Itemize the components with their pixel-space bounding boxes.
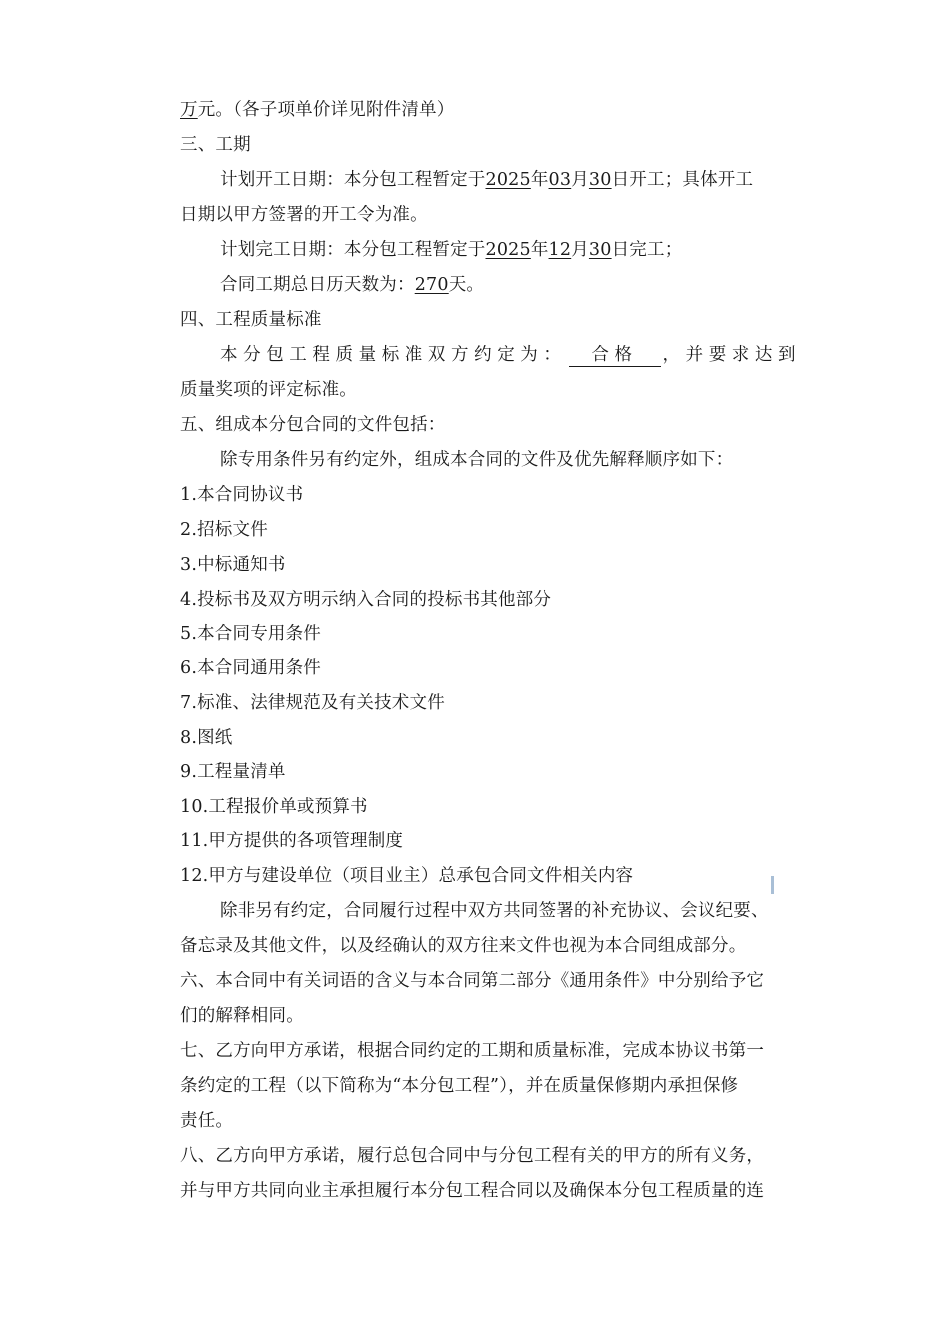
start-date-suffix: 日开工；具体开工 (611, 170, 754, 190)
section-5-heading: 五、组成本分包合同的文件包括： (180, 415, 446, 435)
month-label: 月 (571, 240, 589, 260)
list-item: 7.标准、法律规范及有关技术文件 (180, 693, 445, 713)
month-label: 月 (571, 170, 589, 190)
start-date-line (220, 163, 816, 197)
end-date-label: 计划完工日期：本分包工程暂定于 (220, 240, 486, 260)
supplementary-docs-line-1: 除非另有约定，合同履行过程中双方共同签署的补充协议、会议纪要、 (220, 901, 769, 921)
quality-continuation: 质量奖项的评定标准。 (180, 380, 357, 400)
list-item: 4.投标书及双方明示纳入合同的投标书其他部分 (180, 590, 552, 610)
section-7-line-2: 条约定的工程（以下简称为“本分包工程”），并在质量保修期内承担保修 (180, 1076, 739, 1096)
end-date-line (220, 233, 816, 267)
list-item: 5.本合同专用条件 (180, 624, 321, 644)
price-note-line (180, 93, 816, 127)
duration-unit: 天。 (448, 275, 485, 295)
start-date-continuation: 日期以甲方签署的开工令为准。 (180, 205, 428, 225)
text-cursor (771, 876, 774, 894)
duration-label: 合同工期总日历天数为： (220, 275, 415, 295)
supplementary-docs-line-2: 备忘录及其他文件，以及经确认的双方往来文件也视为本合同组成部分。 (180, 936, 747, 956)
documents-order-intro: 除专用条件另有约定外，组成本合同的文件及优先解释顺序如下： (220, 450, 734, 470)
quality-label: 本分包工程质量标准双方约定为： (220, 345, 567, 365)
end-year: 2025 (485, 240, 531, 260)
section-7-line-1: 七、乙方向甲方承诺，根据合同约定的工期和质量标准，完成本协议书第一 (180, 1041, 765, 1061)
price-note-text: 元。（各子项单价详见附件清单） (197, 100, 455, 120)
end-month: 12 (548, 240, 572, 260)
end-day: 30 (588, 240, 612, 260)
section-8-line-2: 并与甲方共同向业主承担履行本分包工程合同以及确保本分包工程质量的连 (180, 1181, 765, 1201)
section-4-heading: 四、工程质量标准 (180, 310, 322, 330)
year-label: 年 (530, 240, 549, 260)
duration-line (220, 268, 816, 302)
start-month: 03 (548, 170, 572, 190)
section-6-line-2: 们的解释相同。 (180, 1006, 304, 1026)
section-7-line-3: 责任。 (180, 1111, 234, 1131)
list-item: 1.本合同协议书 (180, 485, 304, 505)
section-3-heading: 三、工期 (180, 135, 251, 155)
start-day: 30 (588, 170, 612, 190)
section-8-line-1: 八、乙方向甲方承诺，履行总包合同中与分包工程有关的甲方的所有义务， (180, 1146, 765, 1166)
list-item: 3.中标通知书 (180, 555, 286, 575)
start-year: 2025 (485, 170, 531, 190)
start-date-label: 计划开工日期：本分包工程暂定于 (220, 170, 486, 190)
year-label: 年 (530, 170, 549, 190)
list-item: 8.图纸 (180, 728, 233, 748)
list-item: 11.甲方提供的各项管理制度 (180, 831, 404, 851)
quality-suffix: ，并要求达到 (662, 345, 802, 365)
list-item: 10.工程报价单或预算书 (180, 797, 368, 817)
quality-standard-line (220, 338, 816, 372)
list-item: 12.甲方与建设单位（项目业主）总承包合同文件相关内容 (180, 866, 634, 886)
duration-days: 270 (414, 275, 449, 295)
section-6-line-1: 六、本合同中有关词语的含义与本合同第二部分《通用条件》中分别给予它 (180, 971, 765, 991)
list-item: 9.工程量清单 (180, 762, 286, 782)
list-item: 6.本合同通用条件 (180, 658, 321, 678)
list-item: 2.招标文件 (180, 520, 268, 540)
quality-standard-value: 合格 (569, 344, 661, 367)
end-date-suffix: 日完工； (611, 240, 683, 260)
amount-unit-underlined: 万 (180, 100, 198, 120)
